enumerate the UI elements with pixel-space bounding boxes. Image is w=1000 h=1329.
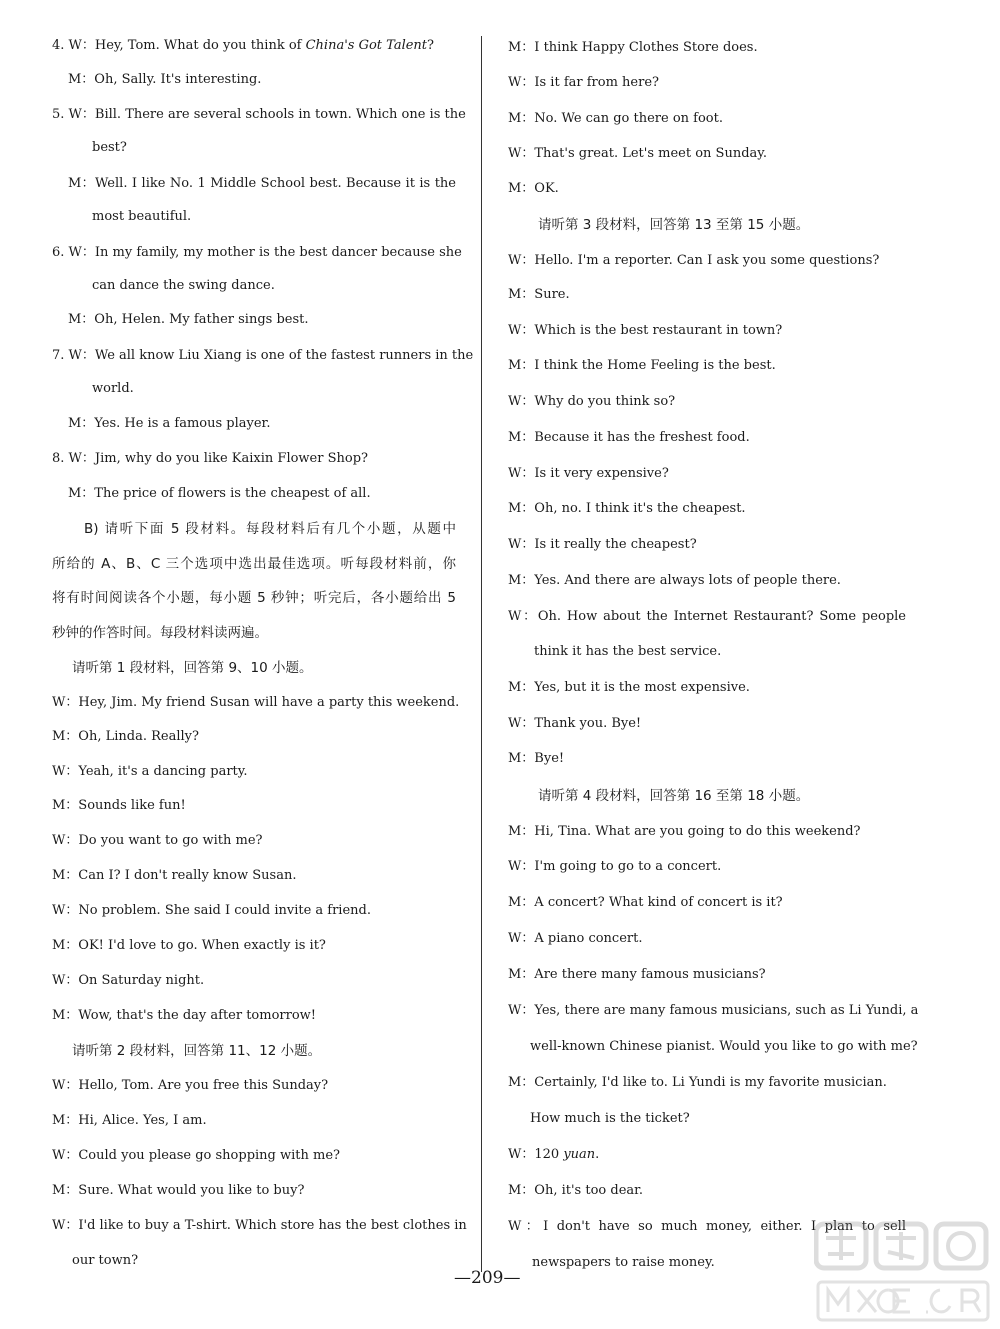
text-line: W：Is it really the cheapest? [508,537,697,552]
instruction-line: 将有时间阅读各个小题，每小题 5 秒钟；听完后，各小题给出 5 [52,590,456,606]
text-line: W：Hello, Tom. Are you free this Sunday? [52,1078,329,1093]
text-line: M：OK. [508,181,559,196]
text-segment: . [595,1147,600,1162]
text-line: W：On Saturday night. [52,973,205,988]
text-line: M：Yes. He is a famous player. [68,416,271,431]
program-title: China's Got Talent [305,38,428,53]
text-line: M：Well. I like No. 1 Middle School best. Because it is the [68,176,456,191]
text-line: M：Bye! [508,751,565,766]
text-line: W：Yeah, it's a dancing party. [52,764,248,779]
text-line: M：I think Happy Clothes Store does. [508,40,758,55]
text-line: our town? [72,1253,139,1268]
text-line: W：I'd like to buy a T-shirt. Which store has the best clothes in [52,1218,467,1233]
text-line: W：Hey, Jim. My friend Susan will have a party this weekend. [52,695,460,710]
text-line: W：Is it far from here? [508,75,659,90]
text-line: world. [92,381,134,396]
text-line: M：Oh, Linda. Really? [52,729,199,744]
column-divider [481,36,482,1272]
text-line: M：Certainly, I'd like to. Li Yundi is my favorite musician. [508,1075,887,1090]
text-line: most beautiful. [92,209,192,224]
text-line: W：I don't have so much money, either. I plan to sell [508,1219,906,1234]
text-line: M：Oh, Helen. My father sings best. [68,312,309,327]
instruction-line: 所给的 A、B、C 三个选项中选出最佳选项。听每段材料前，你 [52,556,456,572]
text-line: M：No. We can go there on foot. [508,111,723,126]
text-line: W：Do you want to go with me? [52,833,263,848]
text-line: W：That's great. Let's meet on Sunday. [508,146,768,161]
text-line: M：A concert? What kind of concert is it? [508,895,783,910]
text-segment: ? [427,38,434,53]
text-line: M：Are there many famous musicians? [508,967,766,982]
text-line: 8. W：Jim, why do you like Kaixin Flower Shop? [52,451,368,466]
text-line: 6. W：In my family, my mother is the best dancer because she [52,245,462,260]
text-line: M：OK! I'd love to go. When exactly is it? [52,938,326,953]
section-heading: 请听第 1 段材料，回答第 9、10 小题。 [72,660,313,676]
section-heading: 请听第 2 段材料，回答第 11、12 小题。 [72,1043,322,1059]
text-line: think it has the best service. [534,644,722,659]
section-heading: 请听第 3 段材料，回答第 13 至第 15 小题。 [538,217,810,233]
text-line: M：The price of flowers is the cheapest of all. [68,486,371,501]
text-line: M：Sure. [508,287,570,302]
watermark-logo-icon [814,1220,992,1326]
text-line: M：Yes, but it is the most expensive. [508,680,750,695]
text-line [508,1146,599,1164]
text-line: W：I'm going to go to a concert. [508,859,722,874]
text-line: W：A piano concert. [508,931,643,946]
text-line: W：Hello. I'm a reporter. Can I ask you some questions? [508,253,880,268]
text-line: M：Sounds like fun! [52,798,186,813]
text-line: 7. W：We all know Liu Xiang is one of the fastest runners in the [52,348,474,363]
text-line: can dance the swing dance. [92,278,275,293]
text-line: well-known Chinese pianist. Would you like to go with me? [530,1039,918,1054]
text-line: W：Oh. How about the Internet Restaurant? Some people [508,609,906,624]
page-number: —209— [454,1268,521,1288]
text-line: newspapers to raise money. [532,1255,715,1270]
text-segment: 4. W：Hey, Tom. What do you think of [52,38,306,53]
text-line: W：Yes, there are many famous musicians, such as Li Yundi, a [508,1003,919,1018]
text-line: W：No problem. She said I could invite a friend. [52,903,371,918]
text-line: best? [92,140,127,155]
text-line: M：Sure. What would you like to buy? [52,1183,305,1198]
text-line: M：I think the Home Feeling is the best. [508,358,776,373]
text-line: M：Hi, Tina. What are you going to do this weekend? [508,824,861,839]
text-line: W：Could you please go shopping with me? [52,1148,340,1163]
text-line: M：Wow, that's the day after tomorrow! [52,1008,317,1023]
text-line: M：Oh, it's too dear. [508,1183,644,1198]
text-line: W：Why do you think so? [508,394,676,409]
text-line: M：Oh, no. I think it's the cheapest. [508,501,746,516]
section-heading: 请听第 4 段材料，回答第 16 至第 18 小题。 [538,788,810,804]
text-line: W：Is it very expensive? [508,466,669,481]
text-line: 5. W：Bill. There are several schools in town. Which one is the [52,107,466,122]
text-line: M：Can I? I don't really know Susan. [52,868,297,883]
text-line: How much is the ticket? [530,1111,690,1126]
instruction-line: B) 请听下面 5 段材料。每段材料后有几个小题，从题中 [84,521,456,537]
text-line: W：Thank you. Bye! [508,716,642,731]
text-line: M：Yes. And there are always lots of people there. [508,573,841,588]
text-line [52,37,434,55]
text-line: M：Hi, Alice. Yes, I am. [52,1113,207,1128]
text-line: M：Because it has the freshest food. [508,430,750,445]
instruction-line: 秒钟的作答时间。每段材料读两遍。 [52,625,268,641]
text-line: M：Oh, Sally. It's interesting. [68,72,262,87]
text-line: W：Which is the best restaurant in town? [508,323,783,338]
text-segment: W：120 [508,1147,564,1162]
currency-word: yuan [563,1147,596,1162]
